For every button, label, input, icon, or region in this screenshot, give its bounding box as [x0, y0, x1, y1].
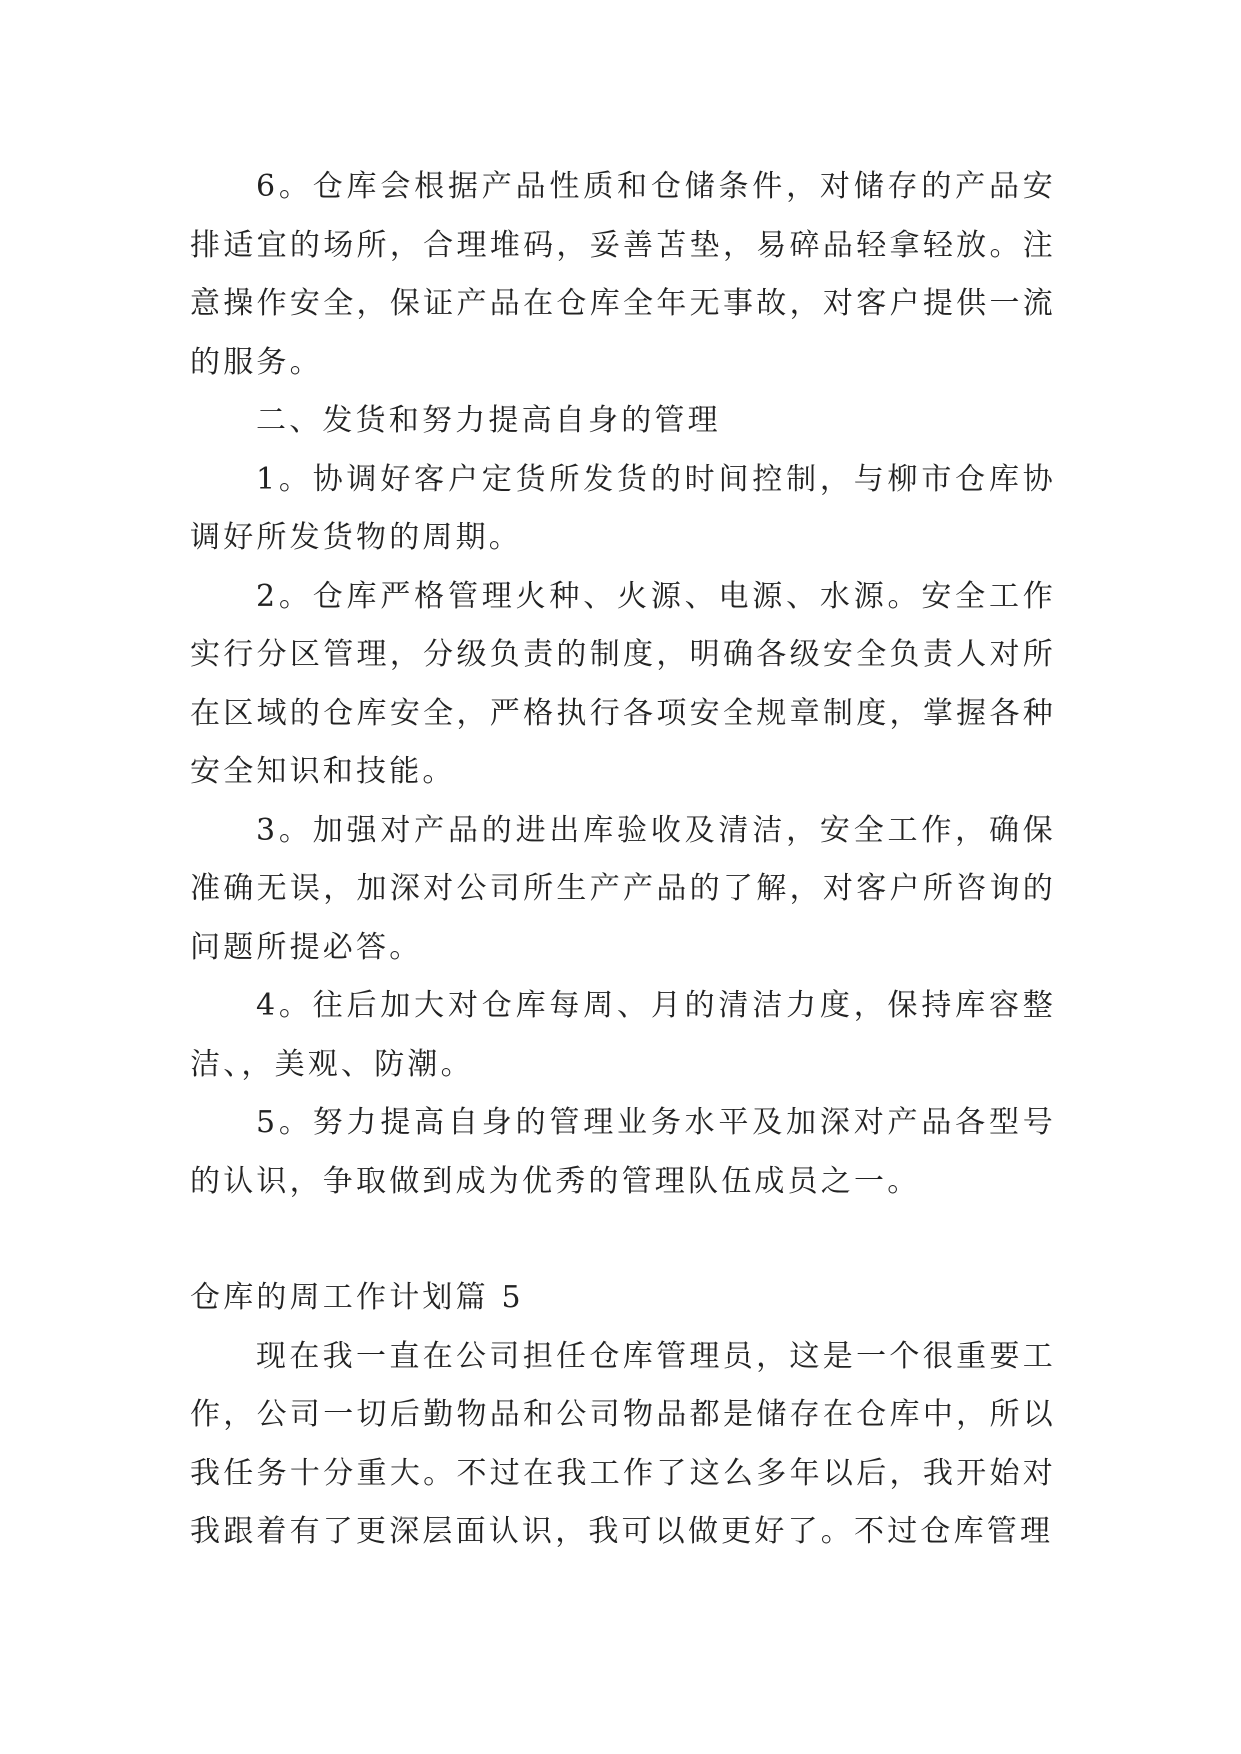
- paragraph-item-4: 4。往后加大对仓库每周、月的清洁力度，保持库容整洁、，美观、防潮。: [190, 988, 1056, 1082]
- section-title: 仓库的周工作计划篇 5: [190, 1280, 524, 1315]
- paragraph-item-1: 1。协调好客户定货所发货的时间控制，与柳市仓库协调好所发货物的周期。: [190, 461, 1056, 555]
- subheading-shipping-management: 二、发货和努力提高自身的管理: [256, 403, 721, 438]
- paragraph-item-5: 5。努力提高自身的管理业务水平及加深对产品各型号的认识，争取做到成为优秀的管理队伍成员之一。: [190, 1105, 1056, 1199]
- paragraph-item-6: 6。仓库会根据产品性质和仓储条件，对储存的产品安排适宜的场所，合理堆码，妥善苫垫，易碎品轻拿轻放。注意操作安全，保证产品在仓库全年无事故，对客户提供一流的服务。: [190, 169, 1056, 380]
- paragraph-item-3: 3。加强对产品的进出库验收及清洁，安全工作，确保准确无误，加深对公司所生产产品的了解，对客户所咨询的问题所提必答。: [190, 812, 1056, 965]
- document-body: [190, 158, 1056, 1562]
- section-paragraph: 现在我一直在公司担任仓库管理员，这是一个很重要工作，公司一切后勤物品和公司物品都是储存在仓库中，所以我任务十分重大。不过在我工作了这么多年以后，我开始对我跟着有了更深层面认识，我可以做更好了。不过仓库管理: [190, 1338, 1056, 1549]
- paragraph-item-2: 2。仓库严格管理火种、火源、电源、水源。安全工作实行分区管理，分级负责的制度，明确各级安全负责人对所在区域的仓库安全，严格执行各项安全规章制度，掌握各种安全知识和技能。: [190, 578, 1056, 789]
